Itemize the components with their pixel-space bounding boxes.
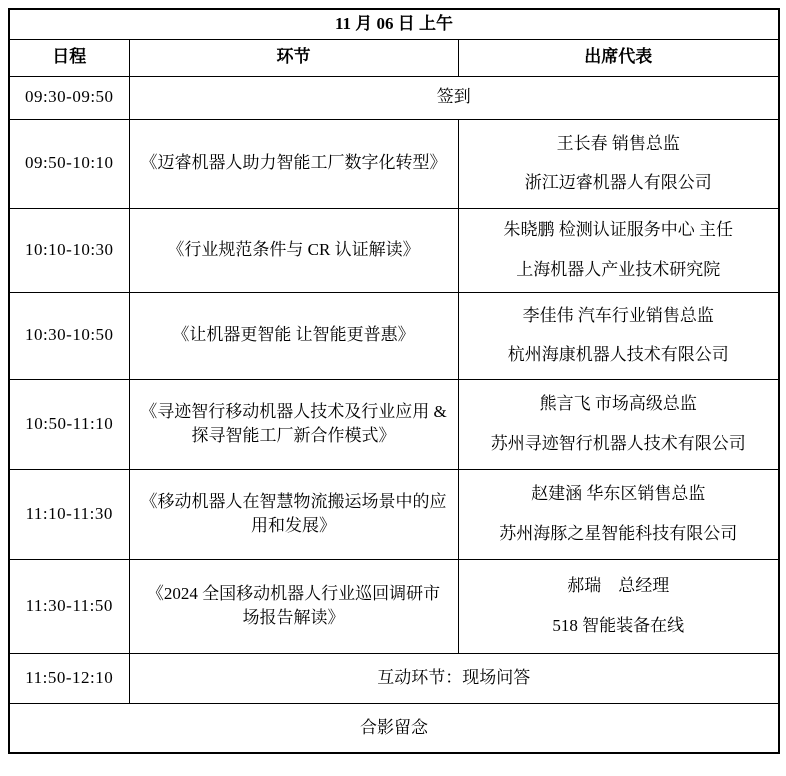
representative-org: 518 智能装备在线 (552, 615, 685, 635)
col-header-schedule: 日程 (9, 39, 129, 76)
representative-name: 朱晓鹏 检测认证服务中心 主任 (503, 220, 733, 239)
table-row (9, 208, 779, 292)
representative-cell (458, 559, 779, 653)
session-cell: 《寻迹智行移动机器人技术及行业应用 & 探寻智能工厂新合作模式》 (129, 379, 458, 469)
table-row (9, 469, 779, 559)
representative-cell (458, 379, 779, 469)
representative-name: 王长春 销售总监 (556, 133, 680, 153)
table-row (9, 119, 779, 208)
table-footer-row (9, 703, 779, 753)
representative-cell (458, 119, 779, 208)
session-cell: 《让机器更智能 让智能更普惠》 (129, 292, 458, 379)
representative-cell (458, 208, 779, 292)
col-header-representatives: 出席代表 (458, 39, 779, 76)
footer-cell: 合影留念 (9, 703, 779, 753)
session-cell: 《行业规范条件与 CR 认证解读》 (129, 208, 458, 292)
merged-session-cell: 签到 (129, 76, 779, 119)
session-cell: 《移动机器人在智慧物流搬运场景中的应用和发展》 (129, 469, 458, 559)
representative-name: 赵建涵 华东区销售总监 (531, 484, 706, 503)
representative-org: 苏州寻迹智行机器人技术有限公司 (490, 433, 746, 453)
representative-name: 郝瑞 总经理 (567, 576, 670, 595)
time-cell: 10:30-10:50 (9, 292, 129, 379)
representative-org: 浙江迈睿机器人有限公司 (524, 173, 712, 193)
time-cell: 10:10-10:30 (9, 208, 129, 292)
table-row (9, 559, 779, 653)
table-title-row (9, 9, 779, 39)
table-title: 11 月 06 日 上午 (9, 9, 779, 39)
table-row (9, 292, 779, 379)
time-cell: 10:50-11:10 (9, 379, 129, 469)
representative-org: 苏州海豚之星智能科技有限公司 (499, 523, 738, 543)
table-row (9, 379, 779, 469)
time-cell: 11:10-11:30 (9, 469, 129, 559)
merged-session-cell: 互动环节：现场问答 (129, 653, 779, 703)
representative-cell (458, 469, 779, 559)
table-row-signin (9, 76, 779, 119)
session-cell: 《迈睿机器人助力智能工厂数字化转型》 (129, 119, 458, 208)
representative-name: 李佳伟 汽车行业销售总监 (522, 305, 714, 325)
representative-org: 杭州海康机器人技术有限公司 (507, 345, 729, 365)
agenda-document (8, 8, 780, 754)
col-header-session: 环节 (129, 39, 458, 76)
time-cell: 11:50-12:10 (9, 653, 129, 703)
table-row-qa (9, 653, 779, 703)
time-cell: 09:50-10:10 (9, 119, 129, 208)
session-cell: 《2024 全国移动机器人行业巡回调研市场报告解读》 (129, 559, 458, 653)
representative-org: 上海机器人产业技术研究院 (516, 259, 721, 279)
time-cell: 09:30-09:50 (9, 76, 129, 119)
time-cell: 11:30-11:50 (9, 559, 129, 653)
representative-name: 熊言飞 市场高级总监 (539, 394, 697, 413)
schedule-table (8, 8, 780, 754)
representative-cell (458, 292, 779, 379)
column-header-row (9, 39, 779, 76)
